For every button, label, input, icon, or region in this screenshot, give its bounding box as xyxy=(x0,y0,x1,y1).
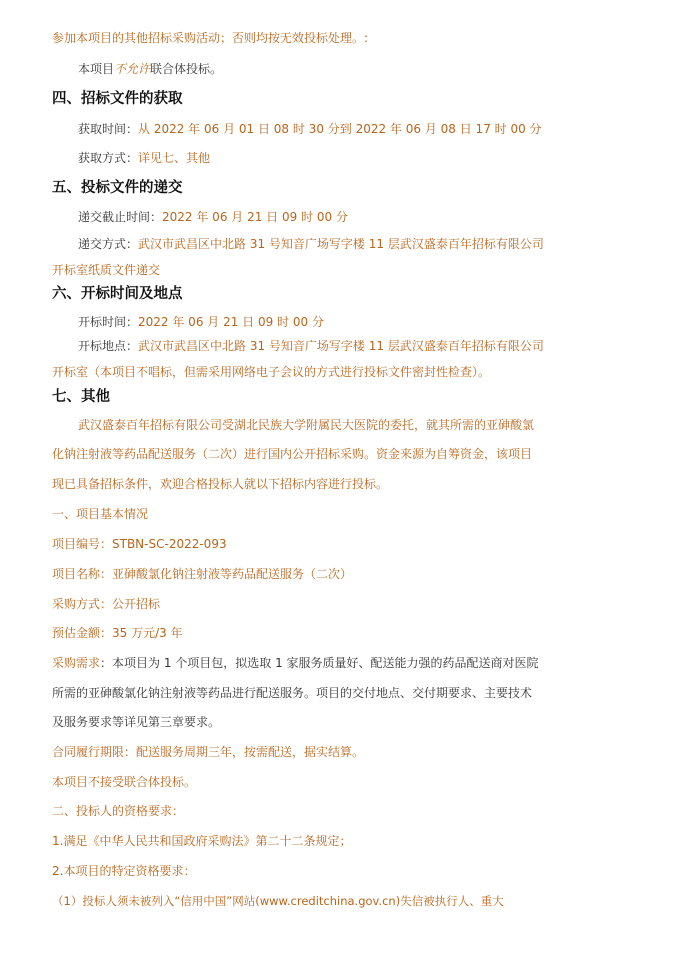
section-heading: 五、投标文件的递交 xyxy=(52,180,183,196)
paragraph-line xyxy=(78,314,324,330)
field-label: 递交方式： xyxy=(78,237,139,251)
paragraph-line: 所需的亚砷酸氯化钠注射液等药品进行配送服务。项目的交付地点、交付期要求、主要技术 xyxy=(52,686,533,700)
paragraph-line: 2.本项目的特定资格要求： xyxy=(52,864,196,878)
field-value: 武汉市武昌区中北路 31 号知音广场写字楼 11 层武汉盛泰百年招标有限公司 xyxy=(138,237,544,251)
paragraph-line xyxy=(78,61,222,77)
section-heading: 六、开标时间及地点 xyxy=(52,286,183,302)
text-span: 本项目 xyxy=(78,62,115,76)
paragraph-line: 合同履行期限：配送服务周期三年，按需配送，据实结算。 xyxy=(52,745,365,759)
field-label: 获取方式： xyxy=(78,151,139,165)
paragraph-line: 采购方式：公开招标 xyxy=(52,597,161,611)
paragraph-line: 项目名称：亚砷酸氯化钠注射液等药品配送服务（二次） xyxy=(52,567,353,581)
field-value: 武汉市武昌区中北路 31 号知音广场写字楼 11 层武汉盛泰百年招标有限公司 xyxy=(138,339,544,353)
paragraph-line xyxy=(78,338,544,354)
paragraph-line: 预估金额：35 万元/3 年 xyxy=(52,626,183,640)
paragraph-line: 一、项目基本情况 xyxy=(52,507,149,521)
section-heading: 七、其他 xyxy=(52,389,110,405)
text-span: 参加本项目的其他招标采购活动；否则均按无效投标处理。: xyxy=(52,31,369,45)
paragraph-line: 二、投标人的资格要求： xyxy=(52,804,185,818)
field-label: 开标时间： xyxy=(78,315,139,329)
paragraph-line xyxy=(78,209,348,225)
field-value: 2022 年 06 月 21 日 09 时 00 分 xyxy=(162,210,348,224)
field-label: 采购需求 xyxy=(52,656,101,670)
field-value: 从 2022 年 06 月 01 日 08 时 30 分到 2022 年 06 月 08 日 17 时 00 分 xyxy=(138,122,542,136)
section-heading: 四、招标文件的获取 xyxy=(52,91,183,107)
paragraph-line: 项目编号：STBN-SC-2022-093 xyxy=(52,537,227,551)
field-label: 开标地点： xyxy=(78,339,139,353)
emphasis-text: 不允许 xyxy=(114,62,151,76)
paragraph-line xyxy=(52,30,368,46)
paragraph-line xyxy=(78,150,210,166)
paragraph-line xyxy=(78,236,544,252)
paragraph-line: 武汉盛泰百年招标有限公司受湖北民族大学附属民大医院的委托，就其所需的亚砷酸氯 xyxy=(78,418,535,432)
field-value: ：本项目为 1 个项目包，拟选取 1 家服务质量好、配送能力强的药品配送商对医院 xyxy=(100,656,539,670)
field-label: 获取时间： xyxy=(78,122,139,136)
text-span: 联合体投标。 xyxy=(150,62,223,76)
paragraph-line: 1.满足《中华人民共和国政府采购法》第二十二条规定； xyxy=(52,834,352,848)
field-value: 2022 年 06 月 21 日 09 时 00 分 xyxy=(138,315,324,329)
paragraph-line: 本项目不接受联合体投标。 xyxy=(52,775,197,789)
paragraph-line xyxy=(78,121,542,137)
paragraph-line: （1）投标人须未被列入“信用中国”网站(www.creditchina.gov.cn)失信被执行人、重大 xyxy=(52,894,504,908)
paragraph-line: 开标室（本项目不唱标，但需采用网络电子会议的方式进行投标文件密封性检查）。 xyxy=(52,365,491,379)
paragraph-line: 现已具备招标条件，欢迎合格投标人就以下招标内容进行投标。 xyxy=(52,477,389,491)
paragraph-line: 及服务要求等详见第三章要求。 xyxy=(52,715,221,729)
field-label: 递交截止时间： xyxy=(78,210,163,224)
field-value: 详见七、其他 xyxy=(138,151,211,165)
paragraph-line: 化钠注射液等药品配送服务（二次）进行国内公开招标采购。资金来源为自筹资金，该项目 xyxy=(52,447,533,461)
paragraph-line: 开标室纸质文件递交 xyxy=(52,263,161,277)
paragraph-line xyxy=(52,655,539,671)
